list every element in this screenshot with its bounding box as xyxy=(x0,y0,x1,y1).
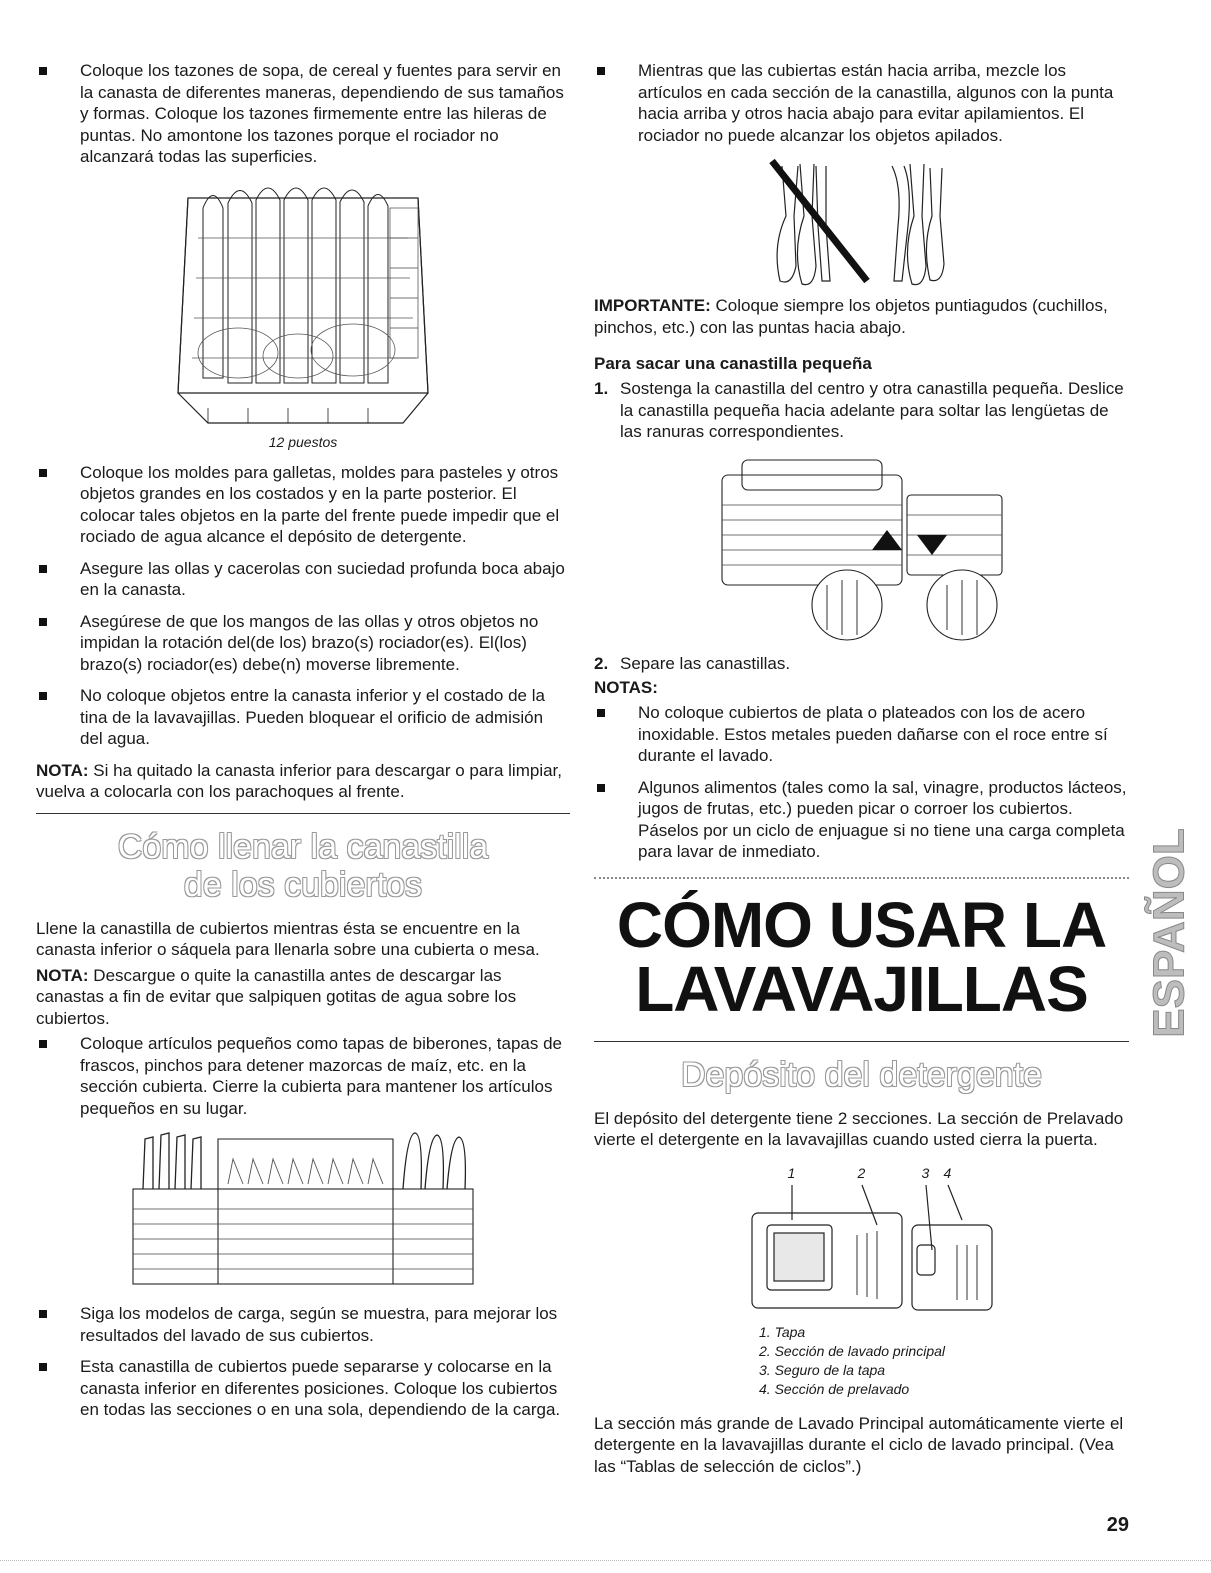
section-title xyxy=(36,828,570,904)
section-title-line: Cómo llenar la canastilla xyxy=(117,827,489,866)
bullet-list-cutlery xyxy=(36,1033,570,1119)
list-item: Coloque los moldes para galletas, moldes para pasteles y otros objetos grandes en los costados y en la parte posterior. El colocar tales objetos en la parte del frente puede impedir que el rociado de agua alcance el depósito de detergente. xyxy=(36,462,570,548)
section-divider xyxy=(594,1041,1129,1042)
legend-item: 2. Sección de lavado principal xyxy=(759,1342,946,1359)
legend-item: 1. Tapa xyxy=(759,1323,806,1340)
chapter-title-line: LAVAVAJILLAS xyxy=(635,952,1088,1025)
step-number: 2. xyxy=(594,653,609,673)
paragraph: La sección más grande de Lavado Principal automáticamente vierte el detergente en la lavavajillas durante el ciclo de lavado principal. (Vea las “Tablas de selección de ciclos”.) xyxy=(594,1413,1124,1476)
lower-rack-illustration xyxy=(168,178,438,428)
dispenser-figure xyxy=(712,1165,1012,1315)
side-tab-label: ESPAÑOL xyxy=(1144,828,1194,1038)
chapter-title xyxy=(594,888,1129,1025)
note-text: Si ha quitado la canasta inferior para descargar o para limpiar, vuelva a colocarla con los parachoques al frente. xyxy=(36,760,562,801)
list-item: Asegure las ollas y cacerolas con suciedad profunda boca abajo en la canasta. xyxy=(36,558,570,601)
important-text: Coloque siempre los objetos puntiagudos (cuchillos, pinchos, etc.) con las puntas hacia abajo. xyxy=(594,296,1108,337)
figure-caption: 12 puestos xyxy=(268,433,338,450)
legend-item: 3. Seguro de la tapa xyxy=(759,1361,886,1378)
step-number: 1. xyxy=(594,379,609,398)
subheading: Para sacar una canastilla pequeña xyxy=(594,354,872,373)
steps-list xyxy=(594,378,1129,443)
note-label: NOTA: xyxy=(36,760,89,780)
section-divider xyxy=(36,813,570,814)
paragraph: El depósito del detergente tiene 2 secciones. La sección de Prelavado vierte el detergente en la lavavajillas cuando usted cierra la puerta. xyxy=(594,1108,1124,1149)
bullet-list-loading xyxy=(36,462,570,750)
note-text: Descargue o quite la canastilla antes de descargar las canastas a fin de evitar que salpiquen gotitas de agua sobre los cubiertos. xyxy=(36,965,517,1028)
bullet-list-bowls xyxy=(36,60,570,168)
list-item: Siga los modelos de carga, según se muestra, para mejorar los resultados del lavado de sus cubiertos. xyxy=(36,1303,570,1346)
note-label: NOTA: xyxy=(36,965,89,985)
list-item: No coloque cubiertos de plata o plateados con los de acero inoxidable. Estos metales pueden dañarse con el roce entre sí durante el lavado. xyxy=(594,702,1129,767)
page-number: 29 xyxy=(1106,1514,1129,1536)
page-bottom-rule xyxy=(0,1560,1211,1561)
important-paragraph xyxy=(594,295,1129,338)
cutlery-basket-illustration xyxy=(123,1129,483,1289)
small-basket-removal-illustration xyxy=(712,455,1012,645)
list-item: No coloque objetos entre la canasta inferior y el costado de la tina de la lavavajillas. Pueden bloquear el orificio de admisión del agua. xyxy=(36,685,570,750)
figure-number: 2 xyxy=(857,1164,866,1181)
list-item: Coloque artículos pequeños como tapas de biberones, tapas de frascos, pinchos para detener mazorcas de maíz, etc. en la sección cubierta. Cierre la cubierta para mantener los artículos pequeños en su lugar. xyxy=(36,1033,570,1119)
list-item: Algunos alimentos (tales como la sal, vinagre, productos lácteos, jugos de frutas, etc.) pueden picar o corroer los cubiertos. Páselos por un ciclo de enjuague si no tiene una carga completa para lavar de inmediato. xyxy=(594,777,1129,863)
legend-item: 4. Sección de prelavado xyxy=(759,1380,910,1397)
left-column xyxy=(36,60,570,1431)
paragraph: Llene la canastilla de cubiertos mientras ésta se encuentre en la canasta inferior o sáquela para llenarla sobre una cubierta o mesa. xyxy=(36,918,540,959)
section-title: Depósito del detergente xyxy=(680,1055,1043,1094)
dotted-divider xyxy=(594,877,1129,879)
list-item: Esta canastilla de cubiertos puede separarse y colocarse en la canasta inferior en diferentes posiciones. Coloque los cubiertos en todas las secciones o en una sola, dependiendo de la carga. xyxy=(36,1356,570,1421)
step-item xyxy=(594,653,1129,675)
note-paragraph xyxy=(36,760,570,803)
bullet-list-basket xyxy=(36,1303,570,1421)
notes-heading: NOTAS: xyxy=(594,678,658,697)
step-text: Sostenga la canastilla del centro y otra canastilla pequeña. Deslice la canastilla pequeña hacia adelante para soltar las lengüetas de las ranuras correspondientes. xyxy=(620,379,1124,441)
steps-list xyxy=(594,653,1129,675)
right-column xyxy=(594,60,1129,1477)
list-item: Mientras que las cubiertas están hacia arriba, mezcle los artículos en cada sección de la canastilla, algunos con la punta hacia arriba y otros hacia abajo para evitar apilamientos. El rociador no puede alcanzar los objetos apilados. xyxy=(594,60,1129,146)
step-text: Separe las canastillas. xyxy=(620,653,791,673)
utensil-stacking-illustration xyxy=(752,156,972,291)
figure-number: 1 xyxy=(787,1164,796,1181)
chapter-title-line: CÓMO USAR LA xyxy=(616,888,1107,961)
figure-number: 4 xyxy=(943,1164,952,1181)
bullet-list-mixing xyxy=(594,60,1129,146)
section-title-line: de los cubiertos xyxy=(183,865,423,904)
step-item xyxy=(594,378,1129,443)
figure-number: 3 xyxy=(921,1164,930,1181)
figure-legend xyxy=(759,1323,1129,1399)
notes-list xyxy=(594,702,1129,863)
list-item: Asegúrese de que los mangos de las ollas y otros objetos no impidan la rotación del(de los) brazo(s) rociador(es). El(los) brazo(s) rociador(es) debe(n) moverse libremente. xyxy=(36,611,570,676)
list-item: Coloque los tazones de sopa, de cereal y fuentes para servir en la canasta de diferentes maneras, dependiendo de sus tamaños y formas. Coloque los tazones firmemente entre las hileras de puntas. No amontone los tazones porque el rociador no alcanzará todas las superficies. xyxy=(36,60,570,168)
detergent-dispenser-illustration xyxy=(712,1165,1012,1315)
important-label: IMPORTANTE: xyxy=(594,296,711,315)
note-paragraph xyxy=(36,965,570,1030)
language-side-tab xyxy=(1143,808,1201,1058)
